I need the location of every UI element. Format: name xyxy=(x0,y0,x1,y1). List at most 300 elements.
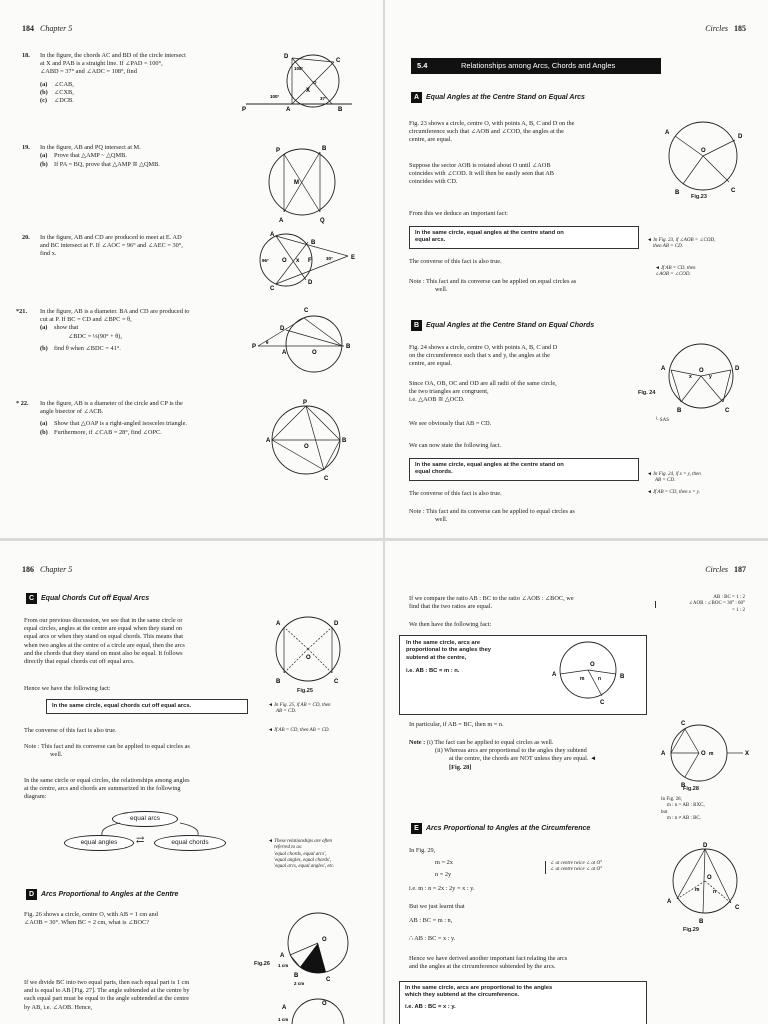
diagram-node-equal-chords: equal chords xyxy=(154,835,226,851)
paragraph: The converse of this fact is also true. xyxy=(409,490,502,497)
text-line: directly that equal chords cut off equal arcs. xyxy=(24,658,135,666)
page-header xyxy=(705,565,746,574)
paragraph: AB : BC = m : n, xyxy=(409,917,453,924)
figure-23 xyxy=(655,112,751,204)
margin-note xyxy=(268,839,334,870)
text-line: If we divide BC into two equal parts, then each equal part is 1 cm xyxy=(24,979,190,986)
text-line: circumference such that ∠AOB and ∠COD, the angles at the xyxy=(409,128,564,136)
paragraph xyxy=(409,955,659,971)
fig-label: P xyxy=(242,107,247,113)
diagram-node-equal-angles: equal angles xyxy=(64,835,134,851)
fig-label: y xyxy=(709,374,712,380)
fig-label: O xyxy=(312,350,317,356)
text: ∠CAB, xyxy=(54,80,74,88)
sub-question-a xyxy=(40,420,255,428)
text-line: If we compare the ratio AB : BC to the ratio ∠AOB : ∠BOC, we xyxy=(409,595,574,602)
paragraph: We can now state the following fact. xyxy=(409,442,501,449)
fig-label: P xyxy=(276,148,281,154)
text-line: diagram: xyxy=(24,793,47,801)
section-number: 5.4 xyxy=(411,58,455,74)
fig-label: 1 cm xyxy=(278,963,289,968)
text-line: then AB = CD. xyxy=(653,244,683,250)
text-line: equal arcs or when they stand on equal chords. This means that xyxy=(24,633,184,641)
key-fact-box xyxy=(399,635,647,715)
fig-label: B xyxy=(699,919,704,925)
fig-label: A xyxy=(270,232,275,238)
note-label: Note : xyxy=(409,739,426,746)
text-line: ◄ In Fig. 25, if AB = CD, then xyxy=(268,703,331,708)
fig-label: B xyxy=(276,679,281,685)
section-title: Relationships among Arcs, Chords and Angles xyxy=(455,58,661,74)
fig-label: Q xyxy=(320,218,325,224)
chapter-title: Circles xyxy=(705,24,728,33)
text-line: Fig. 24 shows a circle, centre O, with points A, B, C and D xyxy=(409,344,558,351)
text-line: ∠ at centre twice ∠ at O° xyxy=(550,861,603,866)
fig-label: x xyxy=(296,258,300,264)
key-fact-box xyxy=(399,981,647,1024)
fig-label: 108° xyxy=(294,66,304,71)
text-line: = 1 : 2 xyxy=(732,607,745,613)
page-header xyxy=(22,24,72,33)
fig-label: O xyxy=(304,444,309,450)
fig-label: C xyxy=(326,977,331,983)
text-line: the two triangles are congruent, xyxy=(409,388,489,396)
subsection-c-heading xyxy=(26,593,149,604)
subsection-title: Equal Angles at the Centre Stand on Equal Chords xyxy=(426,322,595,329)
paragraph: But we just learnt that xyxy=(409,903,465,910)
note xyxy=(409,508,634,524)
fig-label: X xyxy=(306,88,311,94)
fig-label: m xyxy=(580,676,585,682)
formula: ∠BDC = ⅓(90° + θ), xyxy=(68,332,122,340)
text-line: angle bisector of ∠ACB. xyxy=(40,408,104,416)
text-line: and is equal to AB [Fig. 27]. The angle subtended at the centre by xyxy=(24,987,190,995)
figure-q22 xyxy=(266,398,350,482)
text-line: Since OA, OB, OC and OD are all radii of the same circle, xyxy=(409,380,557,387)
text-line: well. xyxy=(435,286,448,294)
margin-note xyxy=(268,703,331,716)
question-19-text xyxy=(40,144,255,169)
key-fact-box xyxy=(409,226,639,249)
sub-question-b xyxy=(40,429,255,437)
fig-label: A xyxy=(280,953,285,959)
text: find θ when ∠BDC = 41°. xyxy=(54,345,121,353)
text-line: centre, are equal. xyxy=(409,360,452,368)
diagram-node-equal-arcs: equal arcs xyxy=(112,811,178,827)
question-18-text xyxy=(40,52,255,106)
text-line: From our previous discussion, we see that in the same circle or xyxy=(24,617,183,624)
fig-label: C xyxy=(725,408,730,414)
fig-label: θ xyxy=(266,340,269,345)
figure-27 xyxy=(278,993,368,1024)
fig-label: E xyxy=(351,255,356,261)
fig-label: D xyxy=(738,134,743,140)
fig-label: P xyxy=(252,344,257,350)
diagram-connectors xyxy=(90,821,210,839)
text-line: 'equal arcs, equal angles', etc. xyxy=(274,864,335,870)
paragraph: In particular, if AB = BC, then m = n. xyxy=(409,721,504,728)
text-line: subtend at the centre, xyxy=(406,654,467,661)
paragraph: Hence we have the following fact: xyxy=(24,685,111,692)
fig-label: C xyxy=(336,58,341,64)
text-line: Note : This fact and its converse can be applied to equal circles as xyxy=(409,508,575,515)
letter: (b) xyxy=(40,428,48,436)
fig-label: C xyxy=(735,905,740,911)
fig-label: C xyxy=(324,476,329,482)
text-line: In the figure, AB and PQ intersect at M. xyxy=(40,144,141,151)
subsection-title: Equal Angles at the Centre Stand on Equal Arcs xyxy=(426,94,585,101)
fig-label: O xyxy=(306,655,311,661)
figure-q18 xyxy=(240,48,360,114)
fig-label: A xyxy=(661,751,666,757)
text-line: Note : This fact and its converse can be applied on equal circles as xyxy=(409,278,577,285)
text-line: well. xyxy=(435,516,448,524)
diagram-arrow: ⇄ xyxy=(136,835,145,846)
text-line: Hence we have derived another important fact relating the arcs xyxy=(409,955,568,962)
fig-label: B xyxy=(322,146,327,152)
text-line: In the same circle, equal angles at the centre stand on xyxy=(415,230,564,236)
fig-label: A xyxy=(286,107,291,113)
fact-text xyxy=(406,640,516,676)
sub-question-b xyxy=(40,345,255,353)
key-fact-box: In the same circle, equal chords cut off equal arcs. xyxy=(46,699,248,714)
page-number: 185 xyxy=(734,24,746,33)
subsection-title: Equal Chords Cut off Equal Arcs xyxy=(41,595,150,602)
paragraph: The converse of this fact is also true. xyxy=(409,258,502,265)
fig-label: O xyxy=(590,662,595,668)
sub-question-b xyxy=(40,89,255,97)
paragraph: In Fig. 29, xyxy=(409,847,436,854)
chapter-title: Chapter 5 xyxy=(40,24,73,33)
text-line: m : n = AB : BXC, xyxy=(667,803,705,809)
subsection-badge: D xyxy=(26,889,37,900)
text-line: ∠AOB : ∠BOC = 30° : 60° xyxy=(655,601,745,607)
paragraph xyxy=(409,380,634,405)
question-number: * 22. xyxy=(16,400,29,407)
question-21-text xyxy=(40,308,255,354)
figure-q19 xyxy=(262,140,342,224)
text-line: ∠ABD = 37° and ∠ADC = 108°, find xyxy=(40,68,137,76)
fig-label: 100° xyxy=(270,94,280,99)
subsection-title: Arcs Proportional to Angles at the Circumference xyxy=(426,825,591,832)
page-185 xyxy=(385,0,768,538)
fig-label: B xyxy=(620,674,625,680)
fig-label: M xyxy=(294,180,299,186)
fig-label: B xyxy=(294,973,299,979)
page-number: 184 xyxy=(22,24,34,33)
fig-label: X xyxy=(745,751,750,757)
paragraph: i.e. m : n = 2x : 2y = x : y. xyxy=(409,885,475,892)
subsection-b-heading xyxy=(411,320,594,331)
text-line: ◄ If AB = CD, then xyxy=(655,266,696,271)
text-line: In the same circle, arcs are xyxy=(406,640,481,646)
margin-note xyxy=(545,861,602,874)
text-line: In the same circle, equal angles at the centre stand on xyxy=(415,462,564,468)
text-line: at the centre, arcs and chords are summarized in the following xyxy=(24,785,181,793)
key-fact-box xyxy=(409,458,639,481)
margin-note xyxy=(647,472,701,485)
text-line: In the figure, AB is a diameter. BA and CD are produced to xyxy=(40,308,190,315)
letter: (a) xyxy=(40,420,48,428)
chapter-title: Chapter 5 xyxy=(40,565,73,574)
fig-label: D xyxy=(735,366,740,372)
paragraph: From this we deduce an important fact: xyxy=(409,210,508,217)
note xyxy=(24,743,254,759)
letter: (a) xyxy=(40,80,48,88)
question-number: *21. xyxy=(16,308,28,315)
fig-label: 37° xyxy=(320,96,327,101)
fig-label: F xyxy=(308,258,312,264)
fig-label: B xyxy=(675,190,680,196)
letter: (a) xyxy=(40,324,48,332)
figure-25 xyxy=(262,611,356,691)
chapter-title: Circles xyxy=(705,565,728,574)
text-line: ∠AOB = ∠COD. xyxy=(655,272,691,278)
fig-label: A xyxy=(276,621,281,627)
margin-note xyxy=(661,797,705,822)
text: SAS xyxy=(659,418,669,423)
fig-label: C xyxy=(304,308,309,314)
text-line: AB : BC = 1 : 2 xyxy=(713,595,745,600)
equation: n = 2y xyxy=(435,871,452,878)
question-number: 19. xyxy=(22,144,30,151)
fig-label: m xyxy=(709,751,714,757)
fig-label: A xyxy=(282,350,287,356)
figure-q21 xyxy=(252,304,360,374)
fig-label: C xyxy=(270,286,275,290)
fig-label: A xyxy=(552,672,557,678)
note xyxy=(409,739,659,772)
text-line: ◄ In Fig. 23, if ∠AOB = ∠COD, xyxy=(647,238,716,243)
page-187 xyxy=(385,541,768,1024)
subsection-badge: A xyxy=(411,92,422,103)
text-line: Suppose the sector AOB is rotated about O until ∠AOB xyxy=(409,162,551,169)
paragraph xyxy=(409,595,649,611)
question-number: 18. xyxy=(22,52,30,59)
fig-label: A xyxy=(665,130,670,136)
letter: (b) xyxy=(40,160,48,168)
text-line: (ii) Whereas arcs are proportional to the angles they subtend xyxy=(435,747,587,755)
text-line: referred to as: xyxy=(274,845,303,851)
sub-question-b xyxy=(40,161,255,169)
text-line: which they subtend at the circumference. xyxy=(405,992,520,999)
fig-label: C xyxy=(334,679,339,685)
text-line: m : n ≠ AB : BC. xyxy=(667,815,702,821)
paragraph: ∴ AB : BC = x : y. xyxy=(409,935,456,942)
text: Furthermore, if ∠CAB = 28°, find ∠OPC. xyxy=(54,428,162,436)
text-line: well. xyxy=(50,751,63,759)
fig-label: x xyxy=(689,374,692,380)
subsection-title: Arcs Proportional to Angles at the Centre xyxy=(41,891,179,898)
page-header xyxy=(22,565,72,574)
margin-note: ◄ If AB = CD, then AB = CD. xyxy=(268,728,330,733)
page-186 xyxy=(0,541,383,1024)
fig-label: D xyxy=(280,326,285,332)
figure-24 xyxy=(649,340,753,414)
letter: (a) xyxy=(40,152,48,160)
page-number: 186 xyxy=(22,565,34,574)
text-line: find that the two ratios are equal. xyxy=(409,603,493,611)
subsection-e-heading xyxy=(411,823,590,834)
text-line: ◄ In Fig. 24, if x = y, then xyxy=(647,472,701,477)
fig-label: A xyxy=(661,366,666,372)
text: If PA = BQ, prove that △AMP ≅ △QMB. xyxy=(54,160,160,168)
text-line: cut at P. If BC = CD and ∠BPC = θ, xyxy=(40,316,132,324)
question-number: 20. xyxy=(22,234,30,241)
text: (i) The fact can be applied to equal circles as well. xyxy=(426,739,554,746)
text-line: coincides with ∠COD. It will then be easily seen that AB xyxy=(409,170,555,178)
text-line: at X and PAB is a straight line. If ∠PAD = 100°, xyxy=(40,60,163,68)
subsection-badge: E xyxy=(411,823,422,834)
paragraph xyxy=(24,911,264,927)
figure-caption: Fig.25 xyxy=(297,688,313,694)
text-line: when two angles at the centre of a circle are equal, then the arcs xyxy=(24,641,185,649)
subsection-a-heading xyxy=(411,92,585,103)
text-line: i.e. △AOB ≅ △OCD. xyxy=(409,396,465,404)
fig-label: C xyxy=(681,721,686,727)
text-line: equal arcs. xyxy=(415,237,446,244)
fig-label: O xyxy=(282,258,287,264)
letter: (b) xyxy=(40,89,48,97)
text-line: equal chords. xyxy=(415,469,453,476)
fig-label: 30° xyxy=(326,256,333,261)
text-line: i.e. AB : BC = m : n. xyxy=(406,668,460,675)
page-header xyxy=(705,24,746,33)
paragraph xyxy=(409,120,634,145)
equation: m = 2x xyxy=(435,859,453,866)
sub-question-c xyxy=(40,97,255,105)
question-20-text xyxy=(40,234,255,259)
fig-label: O xyxy=(707,875,712,881)
fig-label: O xyxy=(699,368,704,374)
text-line: find x. xyxy=(40,250,57,258)
figure-caption: Fig.26 xyxy=(254,961,270,967)
text-line: coincides with CD. xyxy=(409,178,458,186)
text: ∠DCB. xyxy=(54,97,74,105)
paragraph xyxy=(409,344,634,369)
fig-label: A xyxy=(279,218,284,224)
text-line: but xyxy=(661,809,668,815)
margin-note xyxy=(655,595,745,614)
text: show that xyxy=(54,324,79,332)
letter: (c) xyxy=(40,97,47,105)
fig-label: O xyxy=(322,937,327,943)
fig-label: 2 cm xyxy=(294,981,305,986)
text: ∠CXB, xyxy=(54,89,74,97)
text-line: proportional to the angles they xyxy=(406,647,492,654)
text-line: [Fig. 28] xyxy=(449,763,472,771)
margin-note xyxy=(655,266,695,279)
text-line: by AB, i.e. ∠AOB. Hence, xyxy=(24,1003,93,1011)
fig-label: D xyxy=(334,621,339,627)
text-line: centre, are equal. xyxy=(409,136,452,144)
text-line: 'equal angles, equal chords', xyxy=(274,857,332,863)
fig-label: O xyxy=(313,80,317,85)
fig-label: A xyxy=(282,1005,287,1011)
page-number: 187 xyxy=(734,565,746,574)
text-line: and the angles at the circumference subtended by the arcs. xyxy=(409,963,556,971)
page-184 xyxy=(0,0,383,538)
figure-caption: Fig.29 xyxy=(683,927,699,933)
text-line: Note : This fact and its converse can be applied to equal circles as xyxy=(24,743,190,750)
fig-label: 1 cm xyxy=(278,1017,289,1022)
text: Show that △OAP is a right-angled isosceles triangle. xyxy=(54,420,187,428)
figure-caption: Fig.23 xyxy=(691,194,707,200)
fig-label: O xyxy=(701,751,706,757)
figure-caption: Fig. 24 xyxy=(638,390,656,396)
fig-label: D xyxy=(703,843,708,849)
fig-label: P xyxy=(303,400,308,406)
figure-caption: Fig.28 xyxy=(683,786,699,792)
fig-label: O xyxy=(322,1001,327,1007)
text-line: In the same circle or equal circles, the relationships among angles xyxy=(24,777,190,784)
paragraph: We then have the following fact: xyxy=(409,621,492,628)
figure-q20 xyxy=(256,230,366,290)
figure-arcs-angles xyxy=(528,638,632,706)
subsection-d-heading xyxy=(26,889,178,900)
text-line: i.e. AB : BC = x : y. xyxy=(405,1003,456,1010)
paragraph: The converse of this fact is also true. xyxy=(24,727,117,734)
subsection-badge: B xyxy=(411,320,422,331)
text-line: In Fig. 28, xyxy=(661,797,682,802)
text-line: In the figure, AB and CD are produced to meet at E. AD xyxy=(40,234,182,241)
paragraph: We see obviously that AB = CD. xyxy=(409,420,492,427)
paragraph xyxy=(409,162,634,187)
fig-label: m xyxy=(695,887,700,893)
text-line: on the circumference such that x and y, the angles at the xyxy=(409,352,550,360)
text-line: Fig. 26 shows a circle, centre O, with AB = 1 cm and xyxy=(24,911,158,918)
question-22-text xyxy=(40,400,255,437)
paragraph xyxy=(24,777,254,802)
paragraph xyxy=(24,979,264,1012)
paragraph xyxy=(24,617,249,666)
sub-question-a xyxy=(40,81,255,89)
text-line: AB = CD. xyxy=(655,478,676,484)
fig-label: n xyxy=(713,889,717,895)
text-line: and BC intersect at F. If ∠AOC = 96° and ∠AEC = 30°, xyxy=(40,242,183,250)
text-line: ◄ These relationships are often xyxy=(268,839,333,844)
margin-note xyxy=(647,238,715,251)
text-line: In the same circle, arcs are proportional to the angles xyxy=(405,985,553,991)
sub-question-a xyxy=(40,324,255,332)
fig-label: C xyxy=(731,188,736,194)
fig-label: B xyxy=(677,408,682,414)
text-line: ∠AOB = 30°. When BC = 2 cm, what is ∠BOC? xyxy=(24,919,149,927)
sub-questions xyxy=(40,81,255,106)
fig-label: B xyxy=(681,783,686,789)
margin-note: └ SAS xyxy=(655,418,669,423)
fig-label: D xyxy=(308,280,313,286)
text-line: equal circles, angles at the centre are equal when they stand on xyxy=(24,625,183,633)
text-line: ∠ at centre twice ∠ at O° xyxy=(550,867,603,873)
text-line: In the figure, AB is a diameter of the circle and CP is the xyxy=(40,400,183,407)
text-line: Fig. 23 shows a circle, centre O, with points A, B, C and D on the xyxy=(409,120,575,127)
fig-label: 96° xyxy=(262,258,269,263)
text-line: AB = CD. xyxy=(276,709,297,715)
margin-note: ◄ If AB = CD, then x = y. xyxy=(647,490,700,495)
fig-label: B xyxy=(346,344,351,350)
note xyxy=(409,278,634,294)
fig-label: B xyxy=(342,438,347,444)
figure-26 xyxy=(278,907,368,987)
figure-29 xyxy=(657,841,753,931)
letter: (b) xyxy=(40,345,48,353)
fig-label: O xyxy=(701,148,706,154)
figure-28 xyxy=(657,717,753,791)
subsection-badge: C xyxy=(26,593,37,604)
fig-label: B xyxy=(311,240,316,246)
fig-label: A xyxy=(667,899,672,905)
